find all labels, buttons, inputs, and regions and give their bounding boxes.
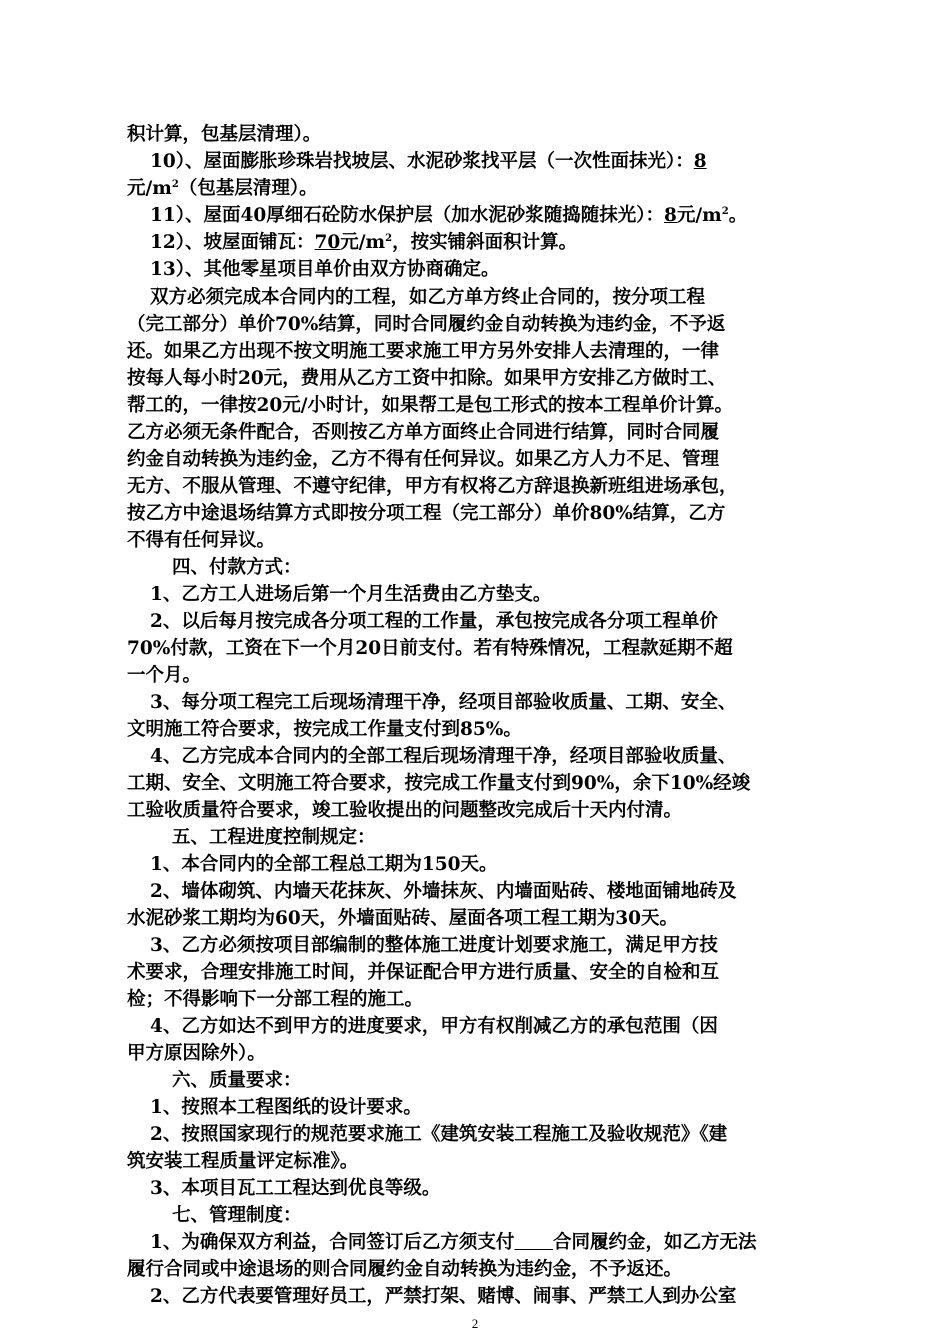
- text-line: （完工部分）单价70%结算，同时合同履约金自动转换为违约金，不予返: [127, 314, 726, 335]
- text-line: 1、乙方工人进场后第一个月生活费由乙方垫支。: [150, 584, 552, 605]
- section-heading: 四、付款方式：: [172, 557, 302, 578]
- text-line: 元$/m^2$（包基层清理）。: [127, 178, 318, 199]
- text-line: 3、每分项工程完工后现场清理干净，经项目部验收质量、工期、安全、: [150, 692, 737, 713]
- text-line: 4、乙方完成本合同内的全部工程后现场清理干净，经项目部验收质量、: [150, 746, 737, 767]
- text-line: 一个月。: [127, 665, 202, 686]
- text-line: 工期、安全、文明施工符合要求，按完成工作量支付到90%，余下10%经竣: [127, 773, 751, 794]
- text-line: 还。如果乙方出现不按文明施工要求施工甲方另外安排人去清理的，一律: [127, 341, 720, 362]
- text-line: 甲方原因除外）。: [127, 1043, 266, 1064]
- blank-underline: [514, 1232, 553, 1253]
- text-line: 1、本合同内的全部工程总工期为150天。: [150, 854, 498, 875]
- section-heading: 六、质量要求：: [172, 1070, 302, 1091]
- text-line: 积计算，包基层清理）。: [127, 124, 322, 145]
- text-line: 13）、其他零星项目单价由双方协商确定。: [150, 259, 500, 280]
- text-line: 2、以后每月按完成各分项工程的工作量，承包按完成各分项工程单价: [150, 611, 718, 632]
- text-line: 70%付款，工资在下一个月20日前支付。若有特殊情况，工程款延期不超: [127, 638, 733, 659]
- text-line: 工验收质量符合要求，竣工验收提出的问题整改完成后十天内付清。: [127, 800, 683, 821]
- text-line: 履行合同或中途退场的则合同履约金自动转换为违约金，不予返还。: [127, 1259, 683, 1280]
- text-line: 帮工的，一律按20元/小时计，如果帮工是包工形式的按本工程单价计算。: [127, 395, 734, 416]
- text-line: 2、乙方代表要管理好员工，严禁打架、赌博、闹事、严禁工人到办公室: [150, 1286, 737, 1307]
- text-line: 筑安装工程质量评定标准》。: [127, 1151, 359, 1172]
- text-line: 2、按照国家现行的规范要求施工《建筑安装工程施工及验收规范》《建: [150, 1124, 728, 1145]
- text-line: 水泥砂浆工期均为60天，外墙面贴砖、屋面各项工程工期为30天。: [127, 908, 678, 929]
- text-line: 术要求，合理安排施工时间，并保证配合甲方进行质量、安全的自检和互: [127, 962, 720, 983]
- text-line: 4、乙方如达不到甲方的进度要求，甲方有权削减乙方的承包范围（因: [150, 1016, 718, 1037]
- text-line: 文明施工符合要求，按完成工作量支付到85%。: [127, 719, 522, 740]
- section-heading: 七、管理制度：: [172, 1205, 302, 1226]
- text-line: 3、本项目瓦工工程达到优良等级。: [150, 1178, 441, 1199]
- text-line: 检；不得影响下一分部工程的施工。: [127, 989, 424, 1010]
- text-line: 2、墙体砌筑、内墙天花抹灰、外墙抹灰、内墙面贴砖、楼地面铺地砖及: [150, 881, 737, 902]
- text-line: 10）、屋面膨胀珍珠岩找坡层、水泥砂浆找平层（一次性面抹光）：8: [150, 151, 707, 172]
- section-heading: 五、工程进度控制规定：: [172, 827, 376, 848]
- text-line: 按乙方中途退场结算方式即按分项工程（完工部分）单价80%结算，乙方: [127, 503, 726, 524]
- text-line: 乙方必须无条件配合，否则按乙方单方面终止合同进行结算，同时合同履: [127, 422, 720, 443]
- text-line: 不得有任何异议。: [127, 530, 276, 551]
- text-line: 1、按照本工程图纸的设计要求。: [150, 1097, 422, 1118]
- text-line: 约金自动转换为违约金，乙方不得有任何异议。如果乙方人力不足、管理: [127, 449, 720, 470]
- text-line: 无方、不服从管理、不遵守纪律，甲方有权将乙方辞退换新班组进场承包，: [127, 476, 738, 497]
- text-line: 12）、坡屋面铺瓦：70元$/m^2$，按实铺斜面积计算。: [150, 232, 578, 253]
- text-line: 11）、屋面40厚细石砼防水保护层（加水泥砂浆随捣随抹光）：8元$/m^2$。: [150, 205, 748, 226]
- text-line: 1、为确保双方利益，合同签订后乙方须支付 合同履约金，如乙方无法: [150, 1232, 757, 1253]
- text-line: 3、乙方必须按项目部编制的整体施工进度计划要求施工，满足甲方技: [150, 935, 718, 956]
- text-line: 按每人每小时20元，费用从乙方工资中扣除。如果甲方安排乙方做时工、: [127, 368, 727, 389]
- text-line: 双方必须完成本合同内的工程，如乙方单方终止合同的，按分项工程: [150, 287, 706, 308]
- page-number: 2: [471, 1316, 479, 1331]
